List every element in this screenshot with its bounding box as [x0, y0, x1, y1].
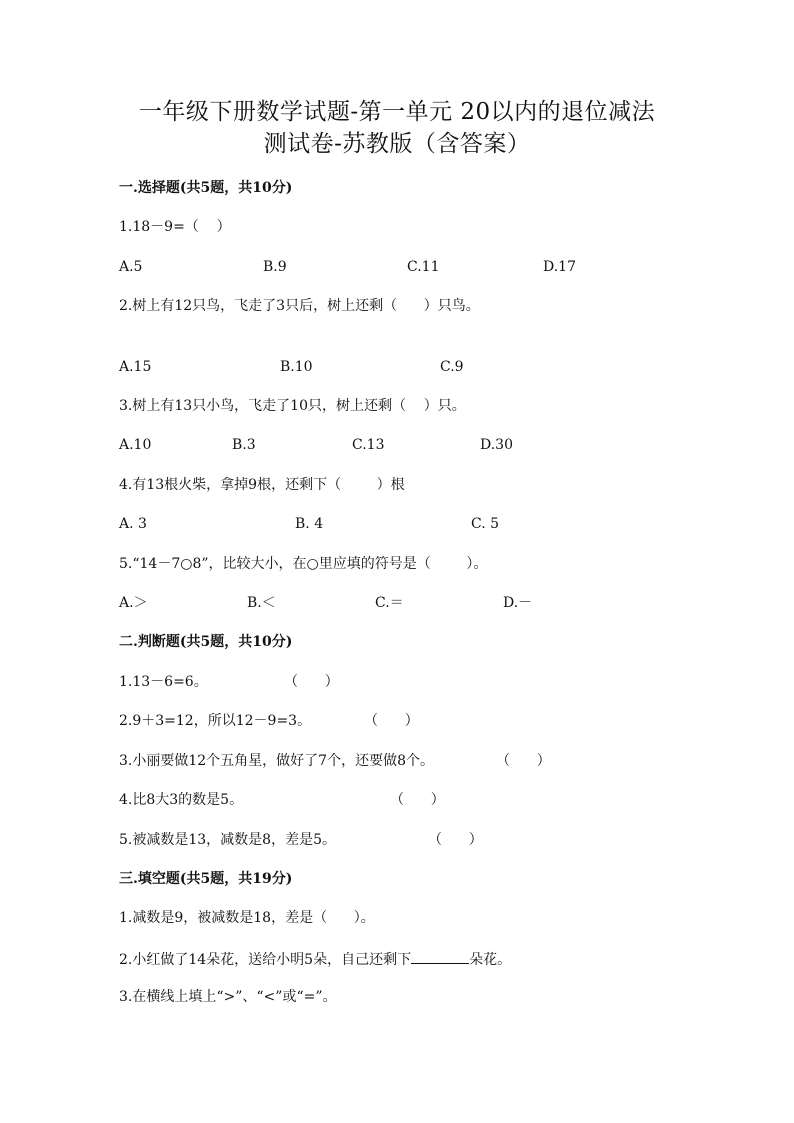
choice-q4: 4.有13根火柴，拿掉9根，还剩下（ ）根	[119, 477, 405, 493]
choice-q4-option-b: B. 4	[295, 516, 324, 532]
choice-q3: 3.树上有13只小鸟，飞走了10只，树上还剩（ ）只。	[119, 398, 466, 414]
choice-q5-option-d: D.－	[503, 595, 533, 611]
choice-q3-option-a: A.10	[119, 437, 152, 453]
section-heading-fill: 三.填空题(共5题，共19分)	[119, 871, 293, 887]
choice-q2-option-a: A.15	[119, 359, 152, 375]
choice-q1: 1.18－9=（ ）	[119, 219, 231, 235]
choice-q4-option-a: A. 3	[119, 516, 147, 532]
judge-q2: 2.9＋3=12，所以12－9=3。	[119, 713, 312, 729]
choice-q3-option-c: C.13	[352, 437, 385, 453]
choice-q1-option-b: B.9	[263, 259, 287, 275]
judge-q1-paren: （ ）	[284, 674, 339, 690]
judge-q2-paren: （ ）	[364, 713, 419, 729]
judge-q3: 3.小丽要做12个五角星，做好了7个，还要做8个。	[119, 753, 434, 769]
judge-q5: 5.被减数是13，减数是8，差是5。	[119, 832, 336, 848]
choice-q5-option-c: C.＝	[375, 595, 404, 611]
section-heading-judge: 二.判断题(共5题，共10分)	[119, 634, 293, 650]
section-heading-choice: 一.选择题(共5题，共10分)	[119, 180, 293, 196]
judge-q5-paren: （ ）	[428, 832, 483, 848]
judge-q3-paren: （ ）	[496, 753, 551, 769]
choice-q1-option-d: D.17	[543, 259, 576, 275]
choice-q2: 2.树上有12只鸟，飞走了3只后，树上还剩（ ）只鸟。	[119, 298, 480, 314]
fill-q3: 3.在横线上填上“>”、“<”或“=”。	[119, 989, 337, 1005]
judge-q4: 4.比8大3的数是5。	[119, 792, 244, 808]
judge-q1: 1.13－6=6。	[119, 674, 208, 690]
choice-q4-option-c: C. 5	[471, 516, 500, 532]
choice-q3-option-d: D.30	[480, 437, 513, 453]
fill-q1: 1.减数是9，被减数是18，差是（ ）。	[119, 910, 375, 926]
judge-q4-paren: （ ）	[390, 792, 445, 808]
page-title-line2: 测试卷-苏教版（含答案）	[263, 131, 531, 157]
choice-q5: 5.“14－7○8”，比较大小，在○里应填的符号是（ ）。	[119, 556, 488, 572]
choice-q1-option-c: C.11	[407, 259, 440, 275]
fill-q2-blank[interactable]	[411, 949, 469, 964]
choice-q5-option-b: B.＜	[247, 595, 276, 611]
fill-q2	[119, 949, 511, 969]
choice-q2-option-b: B.10	[280, 359, 313, 375]
fill-q2-text-before: 2.小红做了14朵花，送给小明5朵，自己还剩下	[119, 952, 412, 968]
fill-q2-text-after: 朵花。	[469, 952, 512, 968]
choice-q1-option-a: A.5	[119, 259, 143, 275]
choice-q2-option-c: C.9	[440, 359, 464, 375]
page-title-line1: 一年级下册数学试题-第一单元 20以内的退位减法	[138, 99, 656, 125]
choice-q5-option-a: A.＞	[119, 595, 148, 611]
choice-q3-option-b: B.3	[232, 437, 256, 453]
